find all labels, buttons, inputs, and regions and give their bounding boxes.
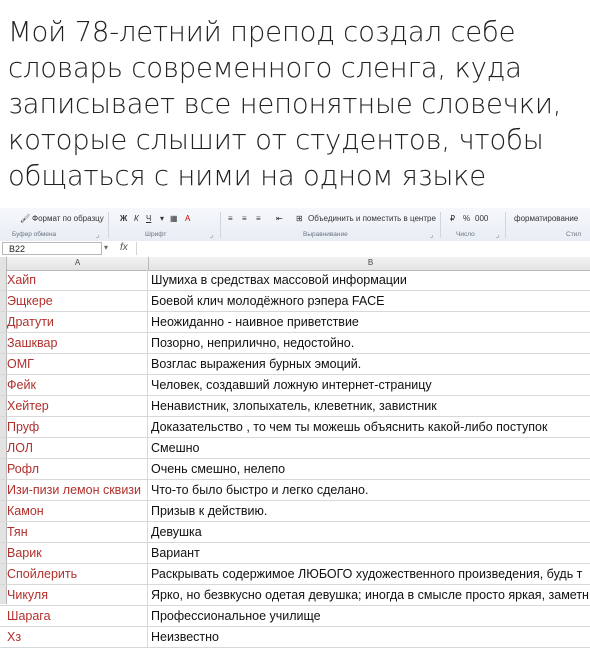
term-cell[interactable]: Чикуля xyxy=(7,585,148,605)
indent-icon[interactable]: ⇤ xyxy=(276,214,283,223)
definition-cell[interactable]: Вариант xyxy=(151,546,200,560)
term-cell[interactable]: Зашквар xyxy=(7,333,148,353)
currency-icon[interactable]: ₽ xyxy=(450,214,456,223)
column-headers xyxy=(0,257,590,271)
name-box-dropdown-icon[interactable]: ▾ xyxy=(104,243,109,252)
table-row xyxy=(0,291,590,312)
format-painter-icon[interactable]: 🖌 xyxy=(20,214,31,223)
table-row xyxy=(0,564,590,585)
chevron-down-icon[interactable]: ▾ xyxy=(160,214,165,223)
caption-line: Мой 78-летний препод создал себе xyxy=(8,16,516,48)
group-label-alignment: Выравнивание xyxy=(303,231,348,238)
dialog-launcher-icon[interactable]: ⌟ xyxy=(210,232,214,239)
format-painter-button[interactable]: Формат по образцу xyxy=(32,214,104,223)
formula-bar xyxy=(0,241,590,258)
term-cell[interactable]: Тян xyxy=(7,522,148,542)
merge-icon[interactable]: ⊞ xyxy=(296,214,303,223)
definition-cell[interactable]: Человек, создавший ложную интернет-страницу xyxy=(151,378,432,392)
align-right-icon[interactable]: ≡ xyxy=(256,214,261,223)
table-row xyxy=(0,480,590,501)
term-cell[interactable]: Камон xyxy=(7,501,148,521)
font-color-icon[interactable]: A xyxy=(185,214,191,223)
term-cell[interactable]: Хейтер xyxy=(7,396,148,416)
term-cell[interactable]: Рофл xyxy=(7,459,148,479)
caption-line: записывает все непонятные словечки, xyxy=(8,88,562,120)
formula-input[interactable] xyxy=(136,242,589,255)
definition-cell[interactable]: Доказательство , то чем ты можешь объяснить какой-либо поступок xyxy=(151,420,548,434)
group-label-font: Шрифт xyxy=(145,231,167,238)
definition-cell[interactable]: Смешно xyxy=(151,441,200,455)
table-row xyxy=(0,501,590,522)
column-header-b[interactable]: B xyxy=(367,258,374,267)
table-row xyxy=(0,585,590,606)
term-cell[interactable]: Пруф xyxy=(7,417,148,437)
term-cell[interactable]: Варик xyxy=(7,543,148,563)
term-cell[interactable]: Хз xyxy=(7,627,148,647)
group-label-number: Число xyxy=(456,231,475,238)
term-cell[interactable]: Изи-пизи лемон сквизи xyxy=(7,480,148,500)
dialog-launcher-icon[interactable]: ⌟ xyxy=(96,232,100,239)
group-label-clipboard: Буфер обмена xyxy=(12,231,57,238)
term-cell[interactable]: ЛОЛ xyxy=(7,438,148,458)
definition-cell[interactable]: Призыв к действию. xyxy=(151,504,268,518)
table-row xyxy=(0,459,590,480)
ribbon-toolbar xyxy=(0,208,590,242)
bold-button[interactable]: Ж xyxy=(120,214,128,223)
definition-cell[interactable]: Ярко, но безвкусно одетая девушка; иногда в смысле просто яркая, заметн xyxy=(151,588,589,602)
dialog-launcher-icon[interactable]: ⌟ xyxy=(496,232,500,239)
table-row xyxy=(0,375,590,396)
definition-cell[interactable]: Что-то было быстро и легко сделано. xyxy=(151,483,369,497)
term-cell[interactable]: ОМГ xyxy=(7,354,148,374)
percent-button[interactable]: % xyxy=(463,214,471,223)
definition-cell[interactable]: Очень смешно, нелепо xyxy=(151,462,286,476)
column-header-a[interactable]: A xyxy=(74,258,81,267)
table-row xyxy=(0,606,590,627)
definition-cell[interactable]: Раскрывать содержимое ЛЮБОГО художественного произведения, будь т xyxy=(151,567,583,581)
align-center-icon[interactable]: ≡ xyxy=(242,214,247,223)
term-cell[interactable]: Шарага xyxy=(7,606,148,626)
caption-line: общаться с ними на одном языке xyxy=(8,160,487,192)
meme-caption xyxy=(8,14,588,194)
italic-button[interactable]: К xyxy=(134,214,139,223)
table-row xyxy=(0,270,590,291)
merge-button[interactable]: Объединить и поместить в центре xyxy=(308,214,436,223)
definition-cell[interactable]: Шумиха в средствах массовой информации xyxy=(151,273,407,287)
term-cell[interactable]: Дратути xyxy=(7,312,148,332)
dialog-launcher-icon[interactable]: ⌟ xyxy=(430,232,434,239)
term-cell[interactable]: Хайп xyxy=(7,270,148,290)
table-row xyxy=(0,627,590,648)
term-cell[interactable]: Фейк xyxy=(7,375,148,395)
definition-cell[interactable]: Позорно, неприлично, недостойно. xyxy=(151,336,355,350)
definition-cell[interactable]: Неизвестно xyxy=(151,630,219,644)
table-row xyxy=(0,543,590,564)
caption-line: которые слышит от студентов, чтобы xyxy=(8,124,544,156)
definition-cell[interactable]: Профессиональное училище xyxy=(151,609,321,623)
table-row xyxy=(0,354,590,375)
definition-cell[interactable]: Возглас выражения бурных эмоций. xyxy=(151,357,362,371)
table-row xyxy=(0,522,590,543)
align-left-icon[interactable]: ≡ xyxy=(228,214,233,223)
cond-format-button[interactable]: форматирование xyxy=(514,214,579,223)
table-row xyxy=(0,417,590,438)
caption-line: словарь современного сленга, куда xyxy=(8,52,522,84)
definition-cell[interactable]: Боевой клич молодёжного рэпера FACE xyxy=(151,294,385,308)
underline-button[interactable]: Ч xyxy=(146,214,152,223)
group-label-styles: Стил xyxy=(566,231,582,238)
table-row xyxy=(0,396,590,417)
table-row xyxy=(0,333,590,354)
thousands-button[interactable]: 000 xyxy=(475,214,489,223)
table-row xyxy=(0,438,590,459)
table-row xyxy=(0,312,590,333)
borders-icon[interactable]: ▦ xyxy=(170,214,178,223)
name-box[interactable]: B22 xyxy=(2,242,102,255)
spreadsheet-screenshot xyxy=(0,208,590,644)
definition-cell[interactable]: Ненавистник, злопыхатель, клеветник, завистник xyxy=(151,399,437,413)
term-cell[interactable]: Спойлерить xyxy=(7,564,148,584)
term-cell[interactable]: Эщкере xyxy=(7,291,148,311)
definition-cell[interactable]: Неожиданно - наивное приветствие xyxy=(151,315,359,329)
fx-icon[interactable]: fx xyxy=(120,242,128,253)
definition-cell[interactable]: Девушка xyxy=(151,525,202,539)
